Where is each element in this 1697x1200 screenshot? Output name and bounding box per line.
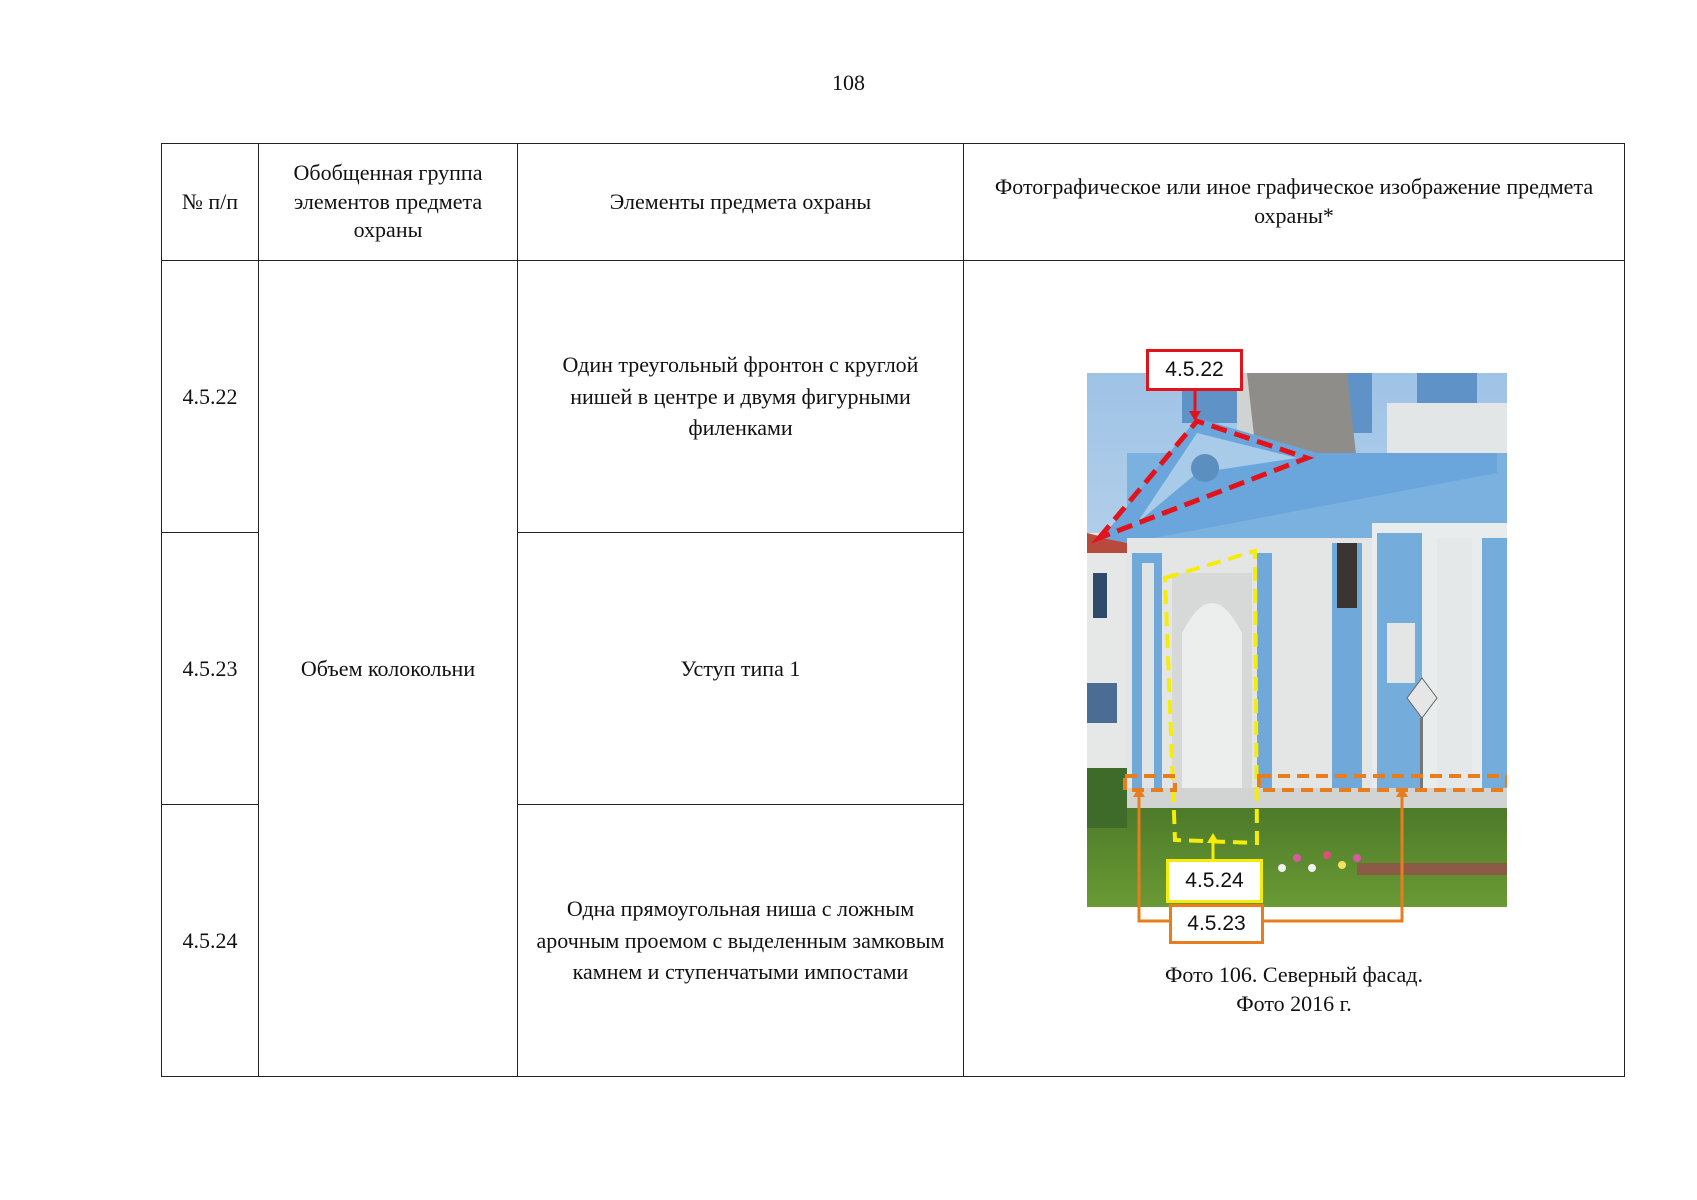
protection-elements-table	[161, 143, 1625, 1077]
photo-north-facade	[1087, 373, 1507, 907]
header-image: Фотографическое или иное графическое изображение предмета охраны*	[964, 144, 1625, 261]
row-element: Уступ типа 1	[518, 533, 964, 805]
row-num: 4.5.22	[162, 261, 259, 533]
photo-cell	[964, 261, 1625, 1077]
header-num: № п/п	[162, 144, 259, 261]
church-photo-illustration	[1087, 373, 1507, 907]
label-4-5-22: 4.5.22	[1146, 349, 1243, 391]
page-number: 108	[832, 70, 865, 95]
table-header-row	[162, 144, 1625, 261]
label-4-5-23: 4.5.23	[1169, 904, 1264, 944]
row-num: 4.5.23	[162, 533, 259, 805]
caption-line-1: Фото 106. Северный фасад.	[1165, 962, 1423, 987]
photo-caption	[964, 961, 1624, 1018]
row-num: 4.5.24	[162, 805, 259, 1077]
row-element: Одна прямоугольная ниша с ложным арочным проемом с выделенным замковым камнем и ступенчатыми импостами	[518, 805, 964, 1077]
header-group: Обобщенная группа элементов предмета охраны	[259, 144, 518, 261]
header-elements: Элементы предмета охраны	[518, 144, 964, 261]
label-4-5-24: 4.5.24	[1166, 859, 1263, 903]
table-row	[162, 261, 1625, 533]
row-element: Один треугольный фронтон с круглой нишей в центре и двумя фигурными филенками	[518, 261, 964, 533]
caption-line-2: Фото 2016 г.	[1236, 990, 1352, 1016]
group-cell: Объем колокольни	[259, 261, 518, 1077]
